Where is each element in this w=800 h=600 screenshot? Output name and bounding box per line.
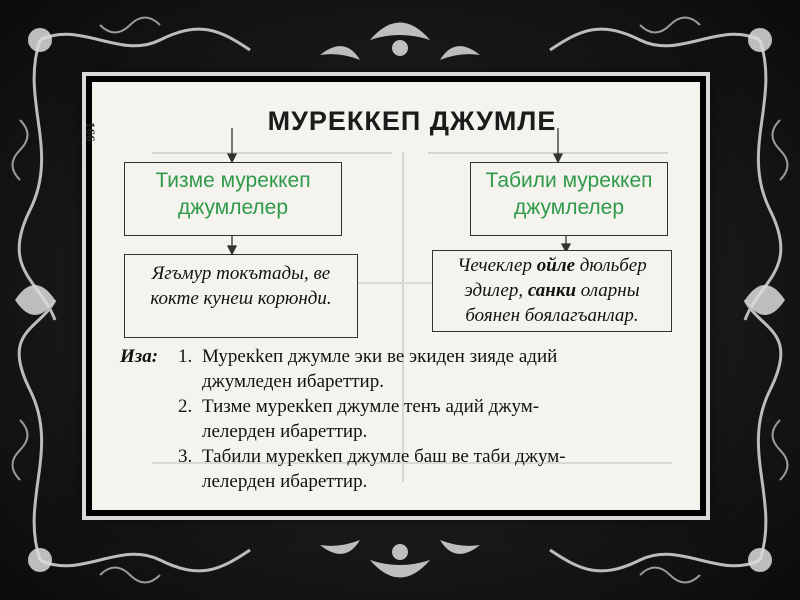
coordinate-compound-box [124, 162, 342, 236]
subordinate-example-line2: эдилер, санки оларны [464, 280, 640, 301]
coordinate-compound-line2: джумлелер [177, 196, 289, 219]
subordinate-compound-line2: джумлелер [513, 196, 625, 219]
subordinate-compound-line1: Табили муреккеп [485, 169, 653, 192]
note-item-2: 2. Тизме мурекkeп джумле тенъ адий джум- [178, 396, 540, 417]
coordinate-example-box [124, 254, 358, 338]
coordinate-example-line2: кокте кунеш корюнди. [150, 288, 332, 309]
subordinate-example-box [432, 250, 672, 332]
notes-label: Иза: [120, 346, 159, 367]
page-title: МУРЕККЕП ДЖУМЛЕ [267, 106, 557, 136]
note-item-1-cont: джумледен ибареттир. [202, 371, 384, 392]
coordinate-compound-line1: Тизме муреккеп [155, 169, 311, 192]
note-item-2-cont: лелерден ибареттир. [202, 421, 368, 442]
subordinate-example-line1: Чечеклер ойле дюльбер [457, 255, 647, 276]
note-item-3: 3. Табили мурекkeп джумле баш ве таби джум- [178, 446, 566, 467]
subordinate-compound-box [470, 162, 668, 236]
book-page [83, 82, 700, 510]
subordinate-example-line3: боянен боялагъанлар. [465, 305, 639, 326]
note-item-3-cont: лелерден ибареттир. [202, 471, 368, 492]
note-item-1: Иза: 1. Мурекkeп джумле эки ве экиден зияде адий [120, 346, 558, 367]
coordinate-example-line1: Ягъмур токътады, ве [151, 263, 331, 284]
notes-section [120, 344, 680, 494]
page-number: 166 [83, 122, 98, 142]
